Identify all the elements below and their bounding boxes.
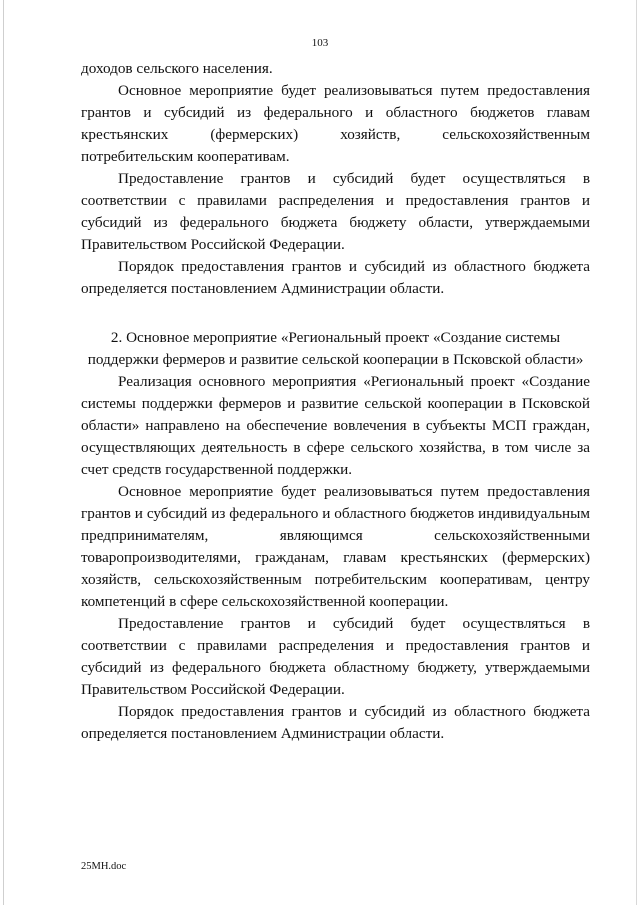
paragraph-grants-order: Порядок предоставления грантов и субсидий из областного бюджета определяется постановлением Администрации области.	[81, 258, 590, 297]
section-heading: 2. Основное мероприятие «Региональный проект «Создание системы поддержки фермеров и развитие сельской кооперации в Псковской области»	[87, 329, 584, 368]
footer-filename: 25МН.doc	[81, 861, 127, 872]
page-number: 103	[311, 37, 329, 49]
page-edge-left	[3, 0, 4, 905]
paragraph-project-rules: Предоставление грантов и субсидий будет осуществляться в соответствии с правилами распределения и предоставления грантов и субсидий из федерального бюджета областному бюджету, утверждаемыми Правительством Российской Федерации.	[81, 615, 590, 698]
paragraph-project-recipients: Основное мероприятие будет реализовываться путем предоставления грантов и субсидий из федерального и областного бюджетов индивидуальным предпринимателям, являющимся сельскохозяйственными товаропроизводителями, гражданам, главам крестьянских (фермерских) хозяйств, сельскохозяйственным потребительским кооперативам, центру компетенций в сфере сельскохозяйственной кооперации.	[81, 483, 590, 610]
paragraph-grants-rules: Предоставление грантов и субсидий будет осуществляться в соответствии с правилами распределения и предоставления грантов и субсидий из федерального бюджета бюджету области, утверждаемыми Правительством Российской Федерации.	[81, 170, 590, 253]
paragraph-project-order: Порядок предоставления грантов и субсидий из областного бюджета определяется постановлением Администрации области.	[81, 703, 590, 742]
paragraph-continuation: доходов сельского населения.	[81, 60, 273, 77]
page-edge-right	[636, 0, 637, 905]
document-body	[81, 58, 590, 745]
paragraph-grants-recipients: Основное мероприятие будет реализовываться путем предоставления грантов и субсидий из федерального и областного бюджетов главам крестьянских (фермерских) хозяйств, сельскохозяйственным потребительским кооперативам.	[81, 82, 590, 165]
paragraph-project-goal: Реализация основного мероприятия «Региональный проект «Создание системы поддержки фермеров и развитие сельской кооперации в Псковской области» направлено на обеспечение вовлечения в субъекты МСП граждан, осуществляющих деятельность в сфере сельского хозяйства, в том числе за счет средств государственной поддержки.	[81, 373, 590, 478]
